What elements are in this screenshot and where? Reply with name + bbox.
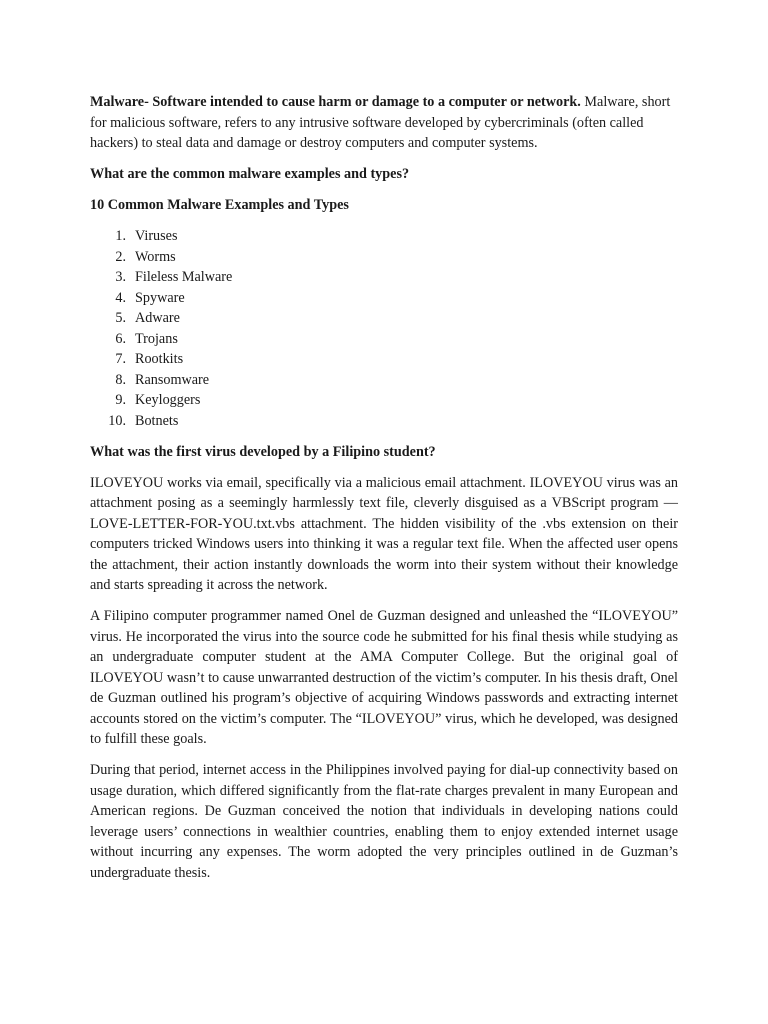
document-page bbox=[90, 92, 678, 894]
list-item-number: 5. bbox=[115, 310, 126, 326]
list-item bbox=[90, 329, 678, 350]
paragraph-iloveyou-email: ILOVEYOU works via email, specifically via a malicious email attachment. ILOVEYOU virus was an attachment posing as a seemingly harmlessly text file, cleverly disguised as a VBScript program — LOVE-LETTER-FOR-YOU.txt.vbs attachment. The hidden visibility of the .vbs extension on their computers tricked Windows users into thinking it was a regular text file. When the affected user opens the attachment, their action instantly downloads the worm into their system without their knowledge and starts spreading it across the network. bbox=[90, 474, 678, 593]
list-item-label: Trojans bbox=[135, 330, 178, 347]
list-item-label: Rootkits bbox=[135, 351, 184, 367]
list-item-label: Worms bbox=[135, 248, 176, 265]
question-malware-types: What are the common malware examples and types? bbox=[90, 166, 410, 182]
list-item bbox=[90, 370, 678, 391]
list-item bbox=[90, 411, 678, 432]
malware-definition-text: Malware, short for malicious software, refers to any intrusive software developed by cybercriminals (often called hackers) to steal data and damage or destroy computers and computer systems. bbox=[90, 94, 671, 151]
list-item-label: Viruses bbox=[135, 228, 178, 244]
list-item-label: Ransomware bbox=[135, 371, 210, 388]
list-item-label: Keyloggers bbox=[135, 392, 201, 408]
list-item bbox=[90, 390, 678, 411]
list-item-number: 4. bbox=[115, 289, 126, 306]
list-item-number: 7. bbox=[115, 351, 126, 367]
list-item-number: 3. bbox=[115, 269, 126, 285]
question-first-virus: What was the first virus developed by a Filipino student? bbox=[90, 443, 436, 460]
list-item-number: 9. bbox=[115, 392, 126, 408]
intro-paragraph bbox=[90, 92, 678, 154]
list-item bbox=[90, 267, 678, 288]
paragraph-onel-de-guzman: A Filipino computer programmer named Onel de Guzman designed and unleashed the “ILOVEYOU” virus. He incorporated the virus into the source code he submitted for his final thesis while studying as an undergraduate computer student at the AMA Computer College. But the original goal of ILOVEYOU wasn’t to cause unwarranted destruction of the victim’s computer. In his thesis draft, Onel de Guzman outlined his program’s objective of acquiring Windows passwords and extracting internet accounts stored on the victim’s computer. The “ILOVEYOU” virus, which he developed, was designed to fulfill these goals. bbox=[90, 608, 678, 747]
list-title: 10 Common Malware Examples and Types bbox=[90, 197, 349, 213]
list-item-label: Botnets bbox=[135, 412, 179, 429]
list-item-label: Spyware bbox=[135, 289, 185, 306]
list-item bbox=[90, 349, 678, 370]
list-item-number: 8. bbox=[115, 371, 126, 388]
paragraph-internet-access: During that period, internet access in the Philippines involved paying for dial-up connectivity based on usage duration, which differed significantly from the flat-rate charges prevalent in many European and American regions. De Guzman conceived the notion that individuals in developing nations could leverage users’ connections in wealthier countries, enabling them to enjoy extended internet usage without incurring any expenses. The worm adopted the very principles outlined in de Guzman’s undergraduate thesis. bbox=[90, 762, 678, 881]
list-item bbox=[90, 288, 678, 309]
list-item-number: 2. bbox=[115, 248, 126, 265]
list-item-label: Fileless Malware bbox=[135, 269, 233, 285]
list-item bbox=[90, 226, 678, 247]
list-item bbox=[90, 308, 678, 329]
list-item-label: Adware bbox=[135, 310, 180, 326]
list-item-number: 1. bbox=[115, 228, 126, 244]
list-item-number: 10. bbox=[108, 412, 126, 429]
list-item-number: 6. bbox=[115, 330, 126, 347]
list-item bbox=[90, 247, 678, 268]
malware-definition-heading: Malware- Software intended to cause harm or damage to a computer or network. bbox=[90, 94, 581, 110]
malware-types-list bbox=[90, 226, 678, 431]
